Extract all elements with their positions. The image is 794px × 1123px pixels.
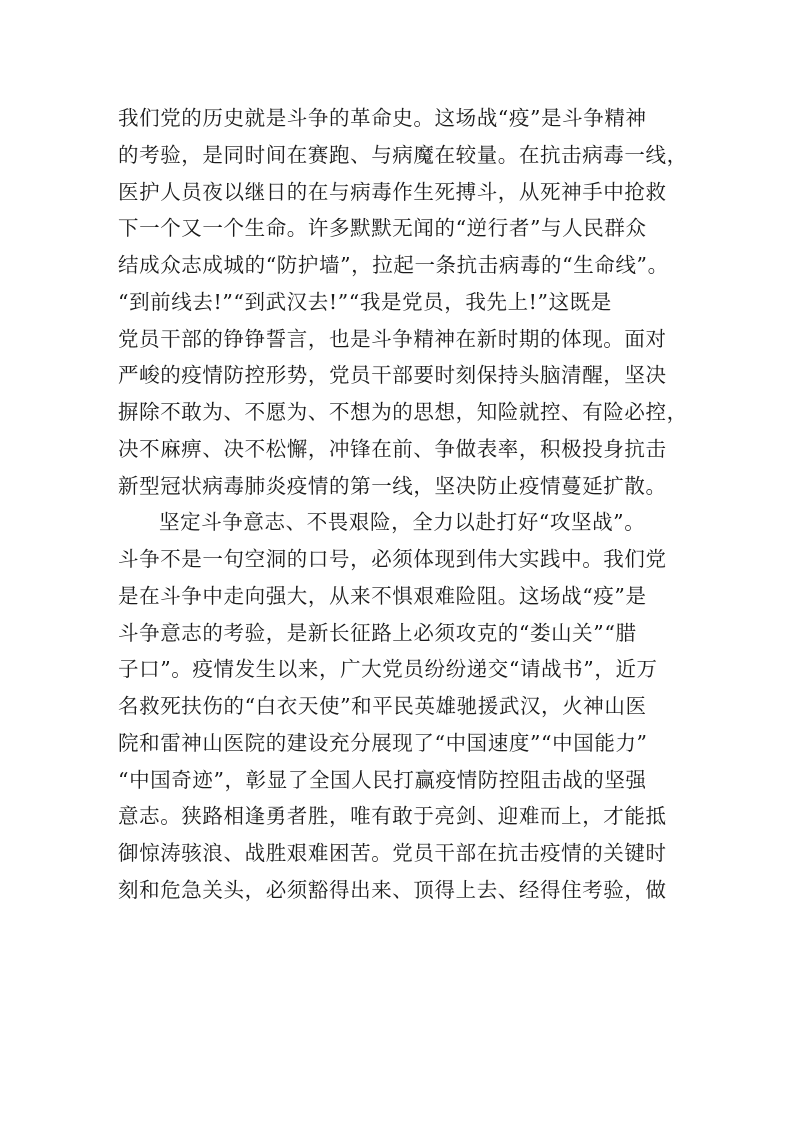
text-line: 院和雷神山医院的建设充分展现了“中国速度”“中国能力”	[118, 730, 648, 755]
text-line: 御惊涛骇浪、战胜艰难困苦。党员干部在抗击疫情的关键时	[118, 841, 667, 865]
body-text	[118, 100, 688, 909]
text-line: “到前线去!”“到武汉去!”“我是党员，我先上!”这既是	[118, 289, 612, 314]
text-line: 严峻的疫情防控形势，党员干部要时刻保持头脑清醒，坚决	[118, 363, 667, 388]
text-line: 决不麻痹、决不松懈，冲锋在前、争做表率，积极投身抗击	[118, 436, 667, 461]
text-line: 医护人员夜以继日的在与病毒作生死搏斗，从死神手中抢救	[118, 179, 667, 204]
text-line: 党员干部的铮铮誓言，也是斗争精神在新时期的体现。面对	[118, 326, 667, 351]
text-line: 新型冠状病毒肺炎疫情的第一线，坚决防止疫情蔓延扩散。	[118, 473, 667, 498]
text-line: “中国奇迹”，彰显了全国人民打赢疫情防控阻击战的坚强	[118, 767, 647, 792]
paragraph-heading-line: 坚定斗争意志、不畏艰险，全力以赴打好“攻坚战”。	[159, 510, 646, 535]
text-line: 斗争不是一句空洞的口号，必须体现到伟大实践中。我们党	[118, 547, 667, 571]
text-line: 子口”。疫情发生以来，广大党员纷纷递交“请战书”，近万	[118, 657, 658, 682]
text-line: 刻和危急关头，必须豁得出来、顶得上去、经得住考验，做	[118, 877, 667, 902]
text-line: 摒除不敢为、不愿为、不想为的思想，知险就控、有险必控，	[118, 400, 688, 424]
text-line: 结成众志成城的“防护墙”，拉起一条抗击病毒的“生命线”。	[118, 253, 669, 277]
text-line: 的考验，是同时间在赛跑、与病魔在较量。在抗击病毒一线，	[118, 142, 688, 167]
text-line: 名救死扶伤的“白衣天使”和平民英雄驰援武汉，火神山医	[118, 694, 647, 718]
text-line: 我们党的历史就是斗争的革命史。这场战“疫”是斗争精神	[118, 106, 647, 130]
text-line: 斗争意志的考验，是新长征路上必须攻克的“娄山关”“腊	[118, 620, 637, 645]
text-line: 下一个又一个生命。许多默默无闻的“逆行者”与人民群众	[118, 216, 647, 241]
text-line: 是在斗争中走向强大，从来不惧艰难险阻。这场战“疫”是	[118, 583, 647, 608]
text-line: 意志。狭路相逢勇者胜，唯有敢于亮剑、迎难而上，才能抵	[118, 804, 667, 829]
